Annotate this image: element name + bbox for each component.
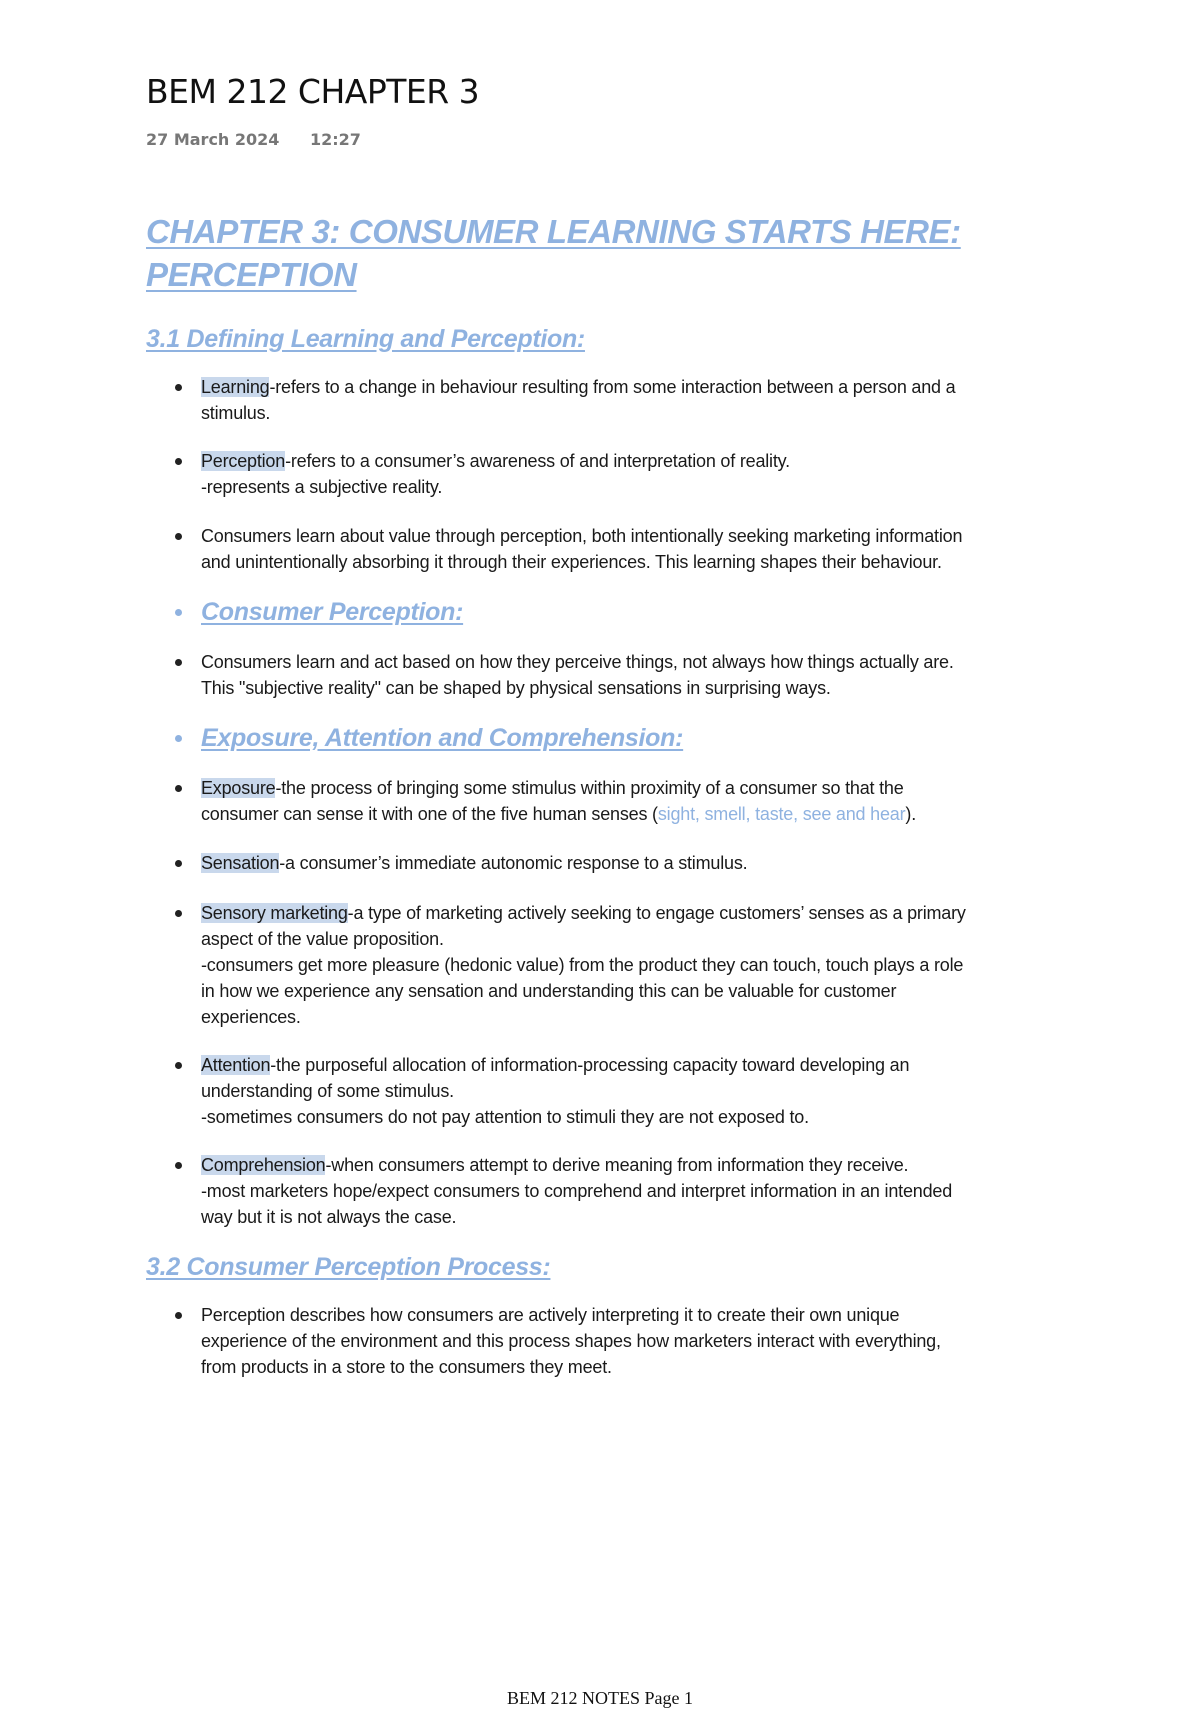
bullet-icon: [175, 910, 182, 917]
bullet-icon: [175, 533, 182, 540]
term-perception: Perception: [201, 451, 286, 471]
sensory-marketing-definition: -a type of marketing actively seeking to engage customers’ senses as a primary aspect of the value proposition.: [201, 903, 966, 949]
term-exposure: Exposure: [201, 778, 276, 798]
comprehension-note: -most marketers hope/expect consumers to comprehend and interpret information in an intended way but it is not always the case.: [201, 1181, 953, 1227]
term-sensation: Sensation: [201, 853, 280, 873]
section-3-2-heading: 3.2 Consumer Perception Process:: [146, 1253, 551, 1281]
note-body: [146, 210, 966, 1380]
chapter-heading: CHAPTER 3: CONSUMER LEARNING STARTS HERE: PERCEPTION: [146, 213, 961, 293]
section-3-2-list: [146, 1302, 966, 1380]
bullet-icon: [175, 609, 182, 616]
consumer-perception-text: Consumers learn and act based on how they perceive things, not always how things actually are. This "subjective reality" can be shaped by physical sensations in surprising ways.: [201, 652, 954, 698]
bullet-icon: [175, 458, 182, 465]
perception-definition: -refers to a consumer’s awareness of and interpretation of reality.: [285, 451, 790, 471]
list-item-sensation: [146, 850, 966, 876]
page-title: BEM 212 CHAPTER 3: [146, 72, 480, 111]
list-item-consumer-perception-heading: [146, 597, 966, 627]
exposure-close: ).: [905, 804, 917, 824]
sensation-definition: -a consumer’s immediate autonomic response to a stimulus.: [279, 853, 748, 873]
bullet-icon: [175, 1162, 182, 1169]
list-item-exposure-heading: [146, 723, 966, 753]
consumer-perception-heading: Consumer Perception:: [201, 598, 464, 626]
attention-note: -sometimes consumers do not pay attention to stimuli they are not exposed to.: [201, 1107, 809, 1127]
list-item-value: [146, 523, 966, 575]
value-text: Consumers learn about value through perception, both intentionally seeking marketing information and unintentionally absorbing it through their experiences. This learning shapes their behaviour.: [201, 526, 963, 572]
section-3-1-list: [146, 374, 966, 1230]
page-date: 27 March 2024: [146, 130, 280, 149]
list-item-learning: [146, 374, 966, 426]
bullet-icon: [175, 1062, 182, 1069]
exposure-definition: -the process of bringing some stimulus within proximity of a consumer so that the consumer can sense it with one of the five human senses (: [201, 778, 904, 824]
list-item-attention: [146, 1052, 966, 1130]
comprehension-definition: -when consumers attempt to derive meaning from information they receive.: [325, 1155, 909, 1175]
list-item-sensory-marketing: [146, 900, 966, 1030]
bullet-icon: [175, 1312, 182, 1319]
bullet-icon: [175, 735, 182, 742]
bullet-icon: [175, 785, 182, 792]
term-comprehension: Comprehension: [201, 1155, 326, 1175]
five-senses: sight, smell, taste, see and hear: [657, 804, 906, 824]
term-sensory-marketing: Sensory marketing: [201, 903, 348, 923]
bullet-icon: [175, 860, 182, 867]
list-item-perception: [146, 448, 966, 500]
list-item-comprehension: [146, 1152, 966, 1230]
perception-note: -represents a subjective reality.: [201, 477, 443, 497]
learning-definition: -refers to a change in behaviour resulting from some interaction between a person and a stimulus.: [201, 377, 956, 423]
page-time: 12:27: [310, 130, 361, 149]
bullet-icon: [175, 384, 182, 391]
sensory-marketing-note: -consumers get more pleasure (hedonic value) from the product they can touch, touch plays a role in how we experience any sensation and understanding this can be valuable for customer experiences.: [201, 955, 964, 1027]
list-item-exposure: [146, 775, 966, 827]
page-footer: BEM 212 NOTES Page 1: [507, 1688, 693, 1708]
list-item-perception-process: [146, 1302, 966, 1380]
section-3-1-heading: 3.1 Defining Learning and Perception:: [146, 325, 585, 353]
exposure-heading: Exposure, Attention and Comprehension:: [201, 724, 684, 752]
term-learning: Learning: [201, 377, 270, 397]
term-attention: Attention: [201, 1055, 271, 1075]
bullet-icon: [175, 659, 182, 666]
list-item-consumer-perception: [146, 649, 966, 701]
attention-definition: -the purposeful allocation of information-processing capacity toward developing an understanding of some stimulus.: [201, 1055, 910, 1101]
perception-process-text: Perception describes how consumers are actively interpreting it to create their own unique experience of the environment and this process shapes how marketers interact with everything, from products in a store to the consumers they meet.: [201, 1305, 941, 1377]
